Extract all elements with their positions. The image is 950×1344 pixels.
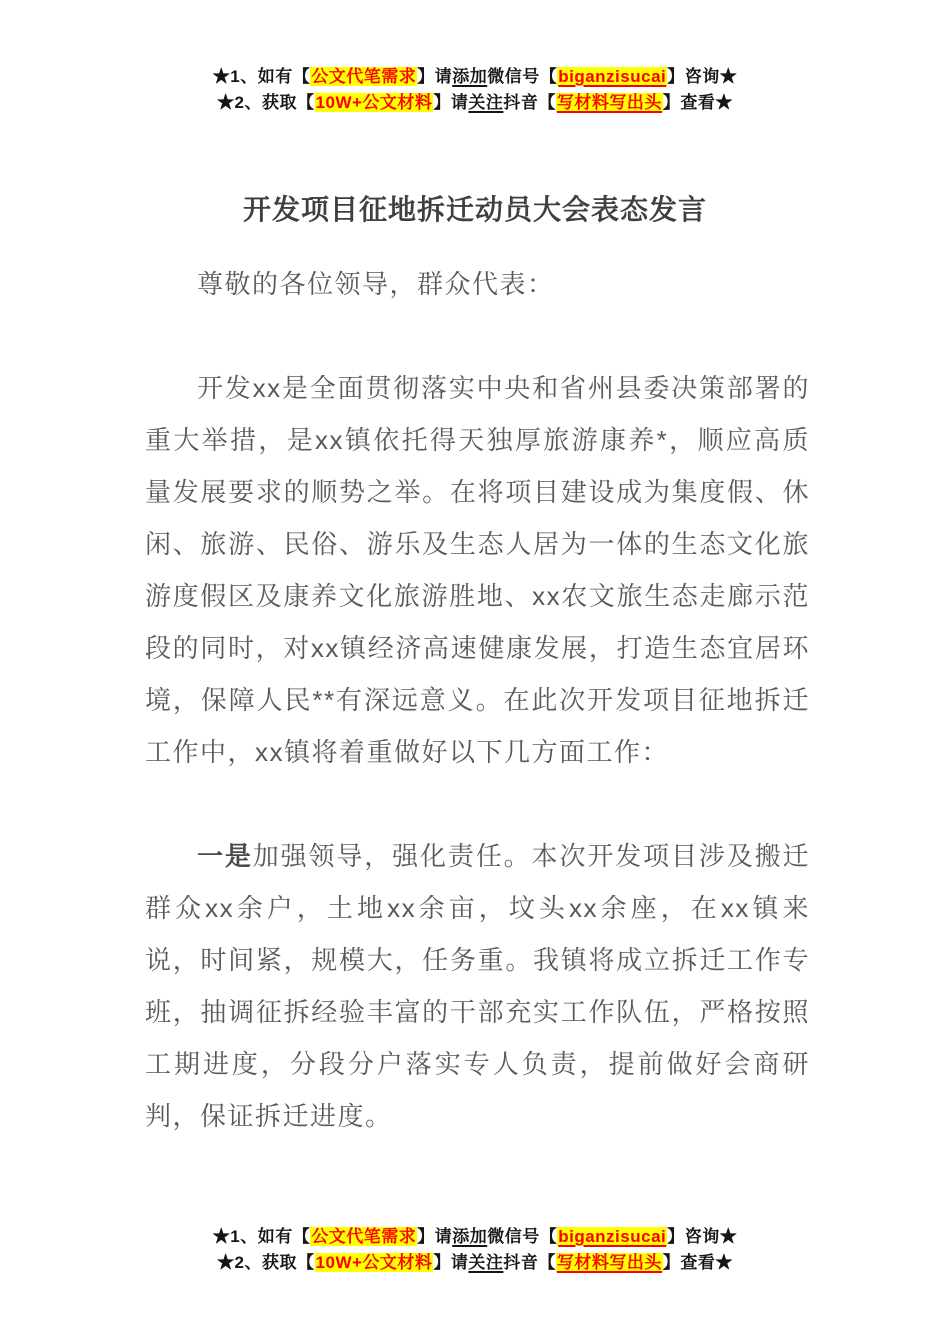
promo-footer-line-1 xyxy=(0,1224,950,1250)
paragraph-2-lead: 一是 xyxy=(197,841,253,871)
promo-text: 】请 xyxy=(417,67,453,86)
promo-wechat-id: biganzisucai xyxy=(558,1227,667,1246)
promo-text: ★1、如有【 xyxy=(212,1227,311,1246)
promo-highlight: 10W+公文材料 xyxy=(315,1253,433,1272)
promo-douyin-id: 写材料写出头 xyxy=(556,1253,662,1272)
promo-text: 】请 xyxy=(433,1253,469,1272)
promo-footer-line-2 xyxy=(0,1250,950,1276)
promo-footer xyxy=(0,1224,950,1276)
paragraph-2 xyxy=(145,830,810,1142)
promo-text: ★2、获取【 xyxy=(217,93,315,112)
document-body xyxy=(145,258,810,1142)
promo-wechat-id: biganzisucai xyxy=(558,67,667,86)
promo-underlined-text: 添加 xyxy=(452,1227,488,1246)
promo-text: 】请 xyxy=(433,93,469,112)
promo-header xyxy=(0,64,950,116)
promo-text: 】咨询★ xyxy=(667,67,738,86)
promo-text: ★2、获取【 xyxy=(217,1253,315,1272)
promo-douyin-id: 写材料写出头 xyxy=(556,93,662,112)
promo-highlight: 公文代笔需求 xyxy=(311,1227,417,1246)
promo-text: 】咨询★ xyxy=(667,1227,738,1246)
paragraph-2-text: 加强领导，强化责任。本次开发项目涉及搬迁群众xx余户，土地xx余亩，坟头xx余座，在xx镇来说，时间紧，规模大，任务重。我镇将成立拆迁工作专班，抽调征拆经验丰富的干部充实工作队伍，严格按照工期进度，分段分户落实专人负责，提前做好会商研判，保证拆迁进度。 xyxy=(145,841,810,1131)
promo-highlight: 公文代笔需求 xyxy=(311,67,417,86)
promo-header-line-2 xyxy=(0,90,950,116)
promo-text: 】查看★ xyxy=(662,93,733,112)
promo-header-line-1 xyxy=(0,64,950,90)
promo-highlight: 10W+公文材料 xyxy=(315,93,433,112)
promo-underlined-text: 关注 xyxy=(468,93,504,112)
page-title: 开发项目征地拆迁动员大会表态发言 xyxy=(242,194,707,225)
promo-text: ★1、如有【 xyxy=(212,67,311,86)
promo-underlined-text: 添加 xyxy=(452,67,488,86)
promo-text: 抖音【 xyxy=(503,93,556,112)
promo-text: 抖音【 xyxy=(503,1253,556,1272)
promo-text: 】请 xyxy=(417,1227,453,1246)
promo-text: 微信号【 xyxy=(487,67,558,86)
promo-underlined-text: 关注 xyxy=(468,1253,504,1272)
promo-text: 】查看★ xyxy=(662,1253,733,1272)
promo-text: 微信号【 xyxy=(487,1227,558,1246)
paragraph-1: 开发xx是全面贯彻落实中央和省州县委决策部署的重大举措，是xx镇依托得天独厚旅游康养*，顺应高质量发展要求的顺势之举。在将项目建设成为集度假、休闲、旅游、民俗、游乐及生态人居为一体的生态文化旅游度假区及康养文化旅游胜地、xx农文旅生态走廊示范段的同时，对xx镇经济高速健康发展，打造生态宜居环境，保障人民**有深远意义。在此次开发项目征地拆迁工作中，xx镇将着重做好以下几方面工作： xyxy=(145,373,810,767)
salutation: 尊敬的各位领导，群众代表： xyxy=(197,269,555,299)
